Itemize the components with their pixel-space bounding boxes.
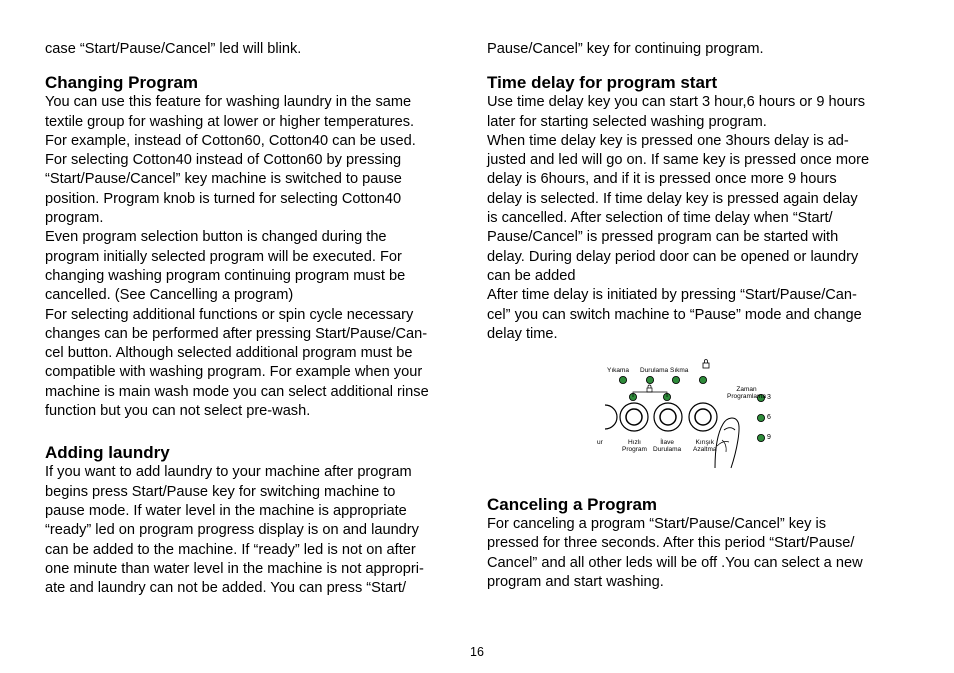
- right-column: [487, 40, 912, 592]
- time-delay-text: Use time delay key you can start 3 hour,6 hours or 9 hours later for starting selected washing program. When time delay key is pressed one 3hours delay is ad- justed and led will go on. If same key is pressed once more delay is 6hours, and if it is pressed once more 9 hours delay is selected. If time delay key is pressed again delay is cancelled. After selection of time delay when “Start/ Pause/Cancel” is pressed program can be started with delay. During delay period door can be opened or laundry can be added After time delay is initiated by pressing “Start/Pause/Can- cel” you can switch machine to “Pause” mode and change delay time.: [487, 94, 870, 342]
- label-rinse: Durulama: [640, 367, 669, 375]
- label-wash: Yıkama: [607, 367, 630, 375]
- left-continuation: case “Start/Pause/Cancel” led will blink.: [45, 41, 302, 57]
- label-spin: Sıkma: [670, 367, 689, 375]
- label-delay-3: 3: [767, 394, 771, 402]
- canceling-text: For canceling a program “Start/Pause/Cancel” key is pressed for three seconds. After this period “Start/Pause/ Cancel” and all other leds will be off .You can select a new program and start washing.: [487, 516, 863, 591]
- control-panel-illustration: [597, 350, 903, 480]
- led-ready: [699, 377, 706, 384]
- label-delay-9: 9: [767, 434, 771, 442]
- label-quick-program: Hızlı Program: [622, 439, 647, 454]
- led-delay-9: [757, 435, 764, 442]
- lock-icon-small: [647, 385, 652, 392]
- crease-reduce-button: [689, 403, 717, 431]
- extra-rinse-button: [654, 403, 682, 431]
- canceling-heading: Canceling a Program: [487, 495, 658, 515]
- left-column: [45, 40, 470, 598]
- changing-program-heading: Changing Program: [45, 73, 199, 93]
- led-wash: [619, 377, 626, 384]
- partial-button: [605, 405, 617, 429]
- led-spin: [672, 377, 679, 384]
- led-delay-6: [757, 415, 764, 422]
- label-ur: ur: [597, 439, 603, 447]
- time-delay-heading: Time delay for program start: [487, 73, 718, 93]
- right-continuation: Pause/Cancel” key for continuing program.: [487, 41, 764, 57]
- quick-program-button: [620, 403, 648, 431]
- page-number: 16: [470, 645, 484, 659]
- finger-icon: [715, 418, 739, 468]
- led-rinse: [646, 377, 653, 384]
- label-delay-6: 6: [767, 414, 771, 422]
- label-crease-reduce: Kırışık Azaltma: [693, 439, 717, 454]
- changing-program-text: You can use this feature for washing laundry in the same textile group for washing at lower or higher temperatures. For example, instead of Cotton60, Cotton40 can be used. For selecting Cotton40 instead of Cotton60 by pressing “Start/Pause/Cancel” key machine is switched to pause position. Program knob is turned for selecting Cotton40 program. Even program selection button is changed during the program initially selected program will be executed. For changing washing program continuing program must be cancelled. (See Cancelling a program) For selecting additional functions or spin cycle necessary changes can be performed after pressing Start/Pause/Can- cel button. Although selected additional program must be compatible with washing program. For example when your machine is main wash mode you can select additional rinse function but you can not select pre-wash.: [45, 94, 429, 420]
- adding-laundry-heading: Adding laundry: [45, 443, 170, 463]
- lock-icon: [703, 360, 709, 369]
- label-time-delay: Zaman Programlama: [727, 386, 767, 401]
- label-extra-rinse: İlave Durulama: [653, 439, 682, 454]
- adding-laundry-text: If you want to add laundry to your machine after program begins press Start/Pause key for switching machine to pause mode. If water level in the machine is appropriate “ready” led on program progress display is on and laundry can be added to the machine. If “ready” led is not on after one minute than water level in the machine is not appropri- ate and laundry can not be added. You can press “Start/: [45, 464, 424, 597]
